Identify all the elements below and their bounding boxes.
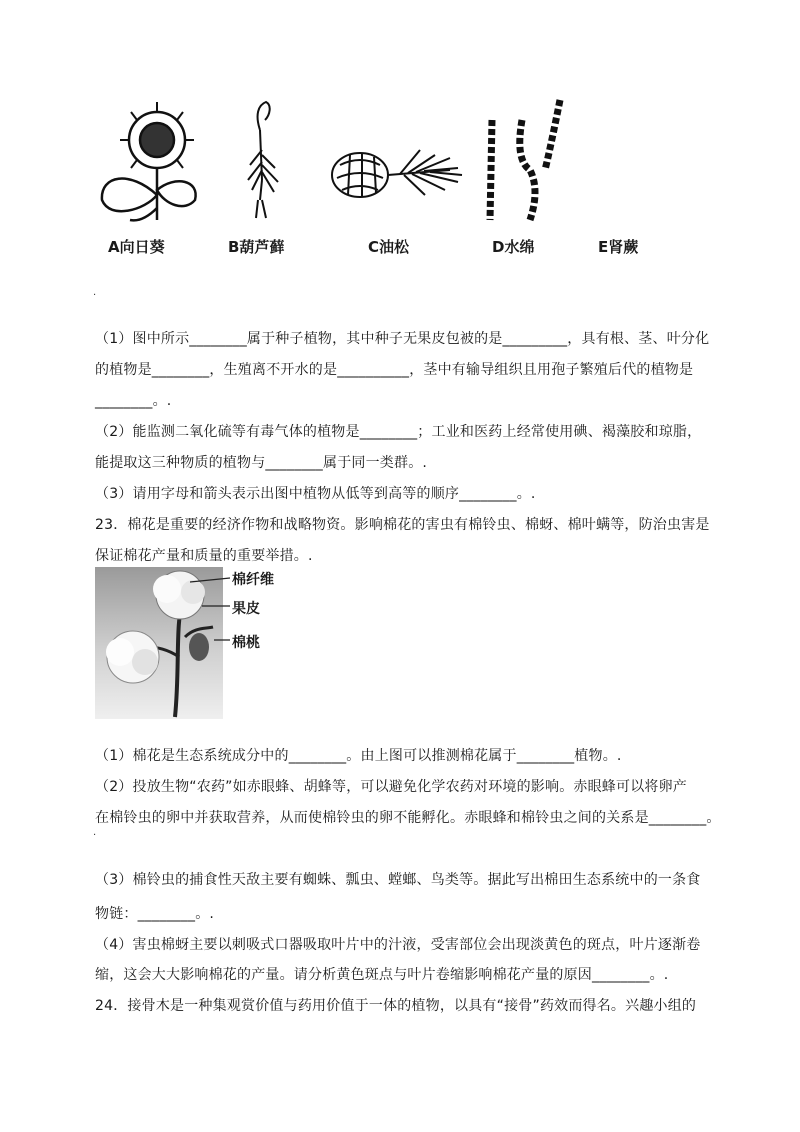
plant-label-c: C油松 [368, 238, 410, 256]
q23-sub-2-line-1: （2）投放生物“农药”如赤眼蜂、胡蜂等，可以避免化学农药对环境的影响。赤眼蜂可以将卵产 [95, 779, 688, 795]
callout-peel: 果皮 [232, 601, 260, 617]
q22-line-3: ________。. [95, 393, 172, 409]
pine-drawing [332, 150, 462, 197]
q23-sub-3-line-2: 物链：________。. [95, 906, 215, 922]
callout-cotton-boll: 棉桃 [232, 635, 260, 651]
q23-intro-2: 保证棉花产量和质量的重要举措。. [95, 548, 313, 564]
q23-sub-2-line-2: 在棉铃虫的卵中并获取营养，从而使棉铃虫的卵不能孵化。赤眼蜂和棉铃虫之间的关系是________。 [95, 810, 721, 826]
plant-label-b: B葫芦藓 [228, 238, 285, 256]
q22-line-6: （3）请用字母和箭头表示出图中植物从低等到高等的顺序________。. [95, 486, 536, 502]
q23-sub-4-line-1: （4）害虫棉蚜主要以刺吸式口器吸取叶片中的汁液，受害部位会出现淡黄色的斑点，叶片逐渐卷 [95, 937, 701, 953]
moss-drawing [248, 102, 278, 218]
spirogyra-drawing [490, 100, 560, 220]
q22-line-1: （1）图中所示________属于种子植物，其中种子无果皮包被的是_________，具有根、茎、叶分化 [95, 331, 710, 347]
q23-sub-3-line-1: （3）棉铃虫的捕食性天敌主要有蜘蛛、瓢虫、螳螂、鸟类等。据此写出棉田生态系统中的一条食 [95, 872, 701, 888]
plant-label-e: E肾蕨 [598, 238, 639, 256]
q23-sub-4-line-2: 缩，这会大大影响棉花的产量。请分析黄色斑点与叶片卷缩影响棉花产量的原因________。. [95, 967, 669, 983]
sunflower-drawing [102, 102, 196, 220]
plant-figure [90, 90, 570, 230]
plant-label-d: D水绵 [492, 238, 535, 256]
q22-line-4: （2）能监测二氧化硫等有毒气体的植物是________；工业和医药上经常使用碘、褐藻胶和琼脂， [95, 424, 702, 440]
stray-mark: · [93, 290, 97, 301]
q23-intro-1: 23．棉花是重要的经济作物和战略物资。影响棉花的害虫有棉铃虫、棉蚜、棉叶螨等，防治虫害是 [95, 517, 710, 533]
q24-line-1: 24．接骨木是一种集观赏价值与药用价值于一体的植物，以具有“接骨”药效而得名。兴趣小组的 [95, 998, 697, 1014]
plant-label-a: A向日葵 [108, 238, 165, 256]
q22-line-2: 的植物是________，生殖离不开水的是__________，茎中有输导组织且用孢子繁殖后代的植物是 [95, 362, 694, 378]
q22-line-5: 能提取这三种物质的植物与________属于同一类群。. [95, 455, 428, 471]
q23-sub-1: （1）棉花是生态系统成分中的________。由上图可以推测棉花属于________植物。. [95, 748, 622, 764]
callout-cotton-fiber: 棉纤维 [232, 572, 274, 588]
stray-mark-2: · [93, 830, 97, 841]
